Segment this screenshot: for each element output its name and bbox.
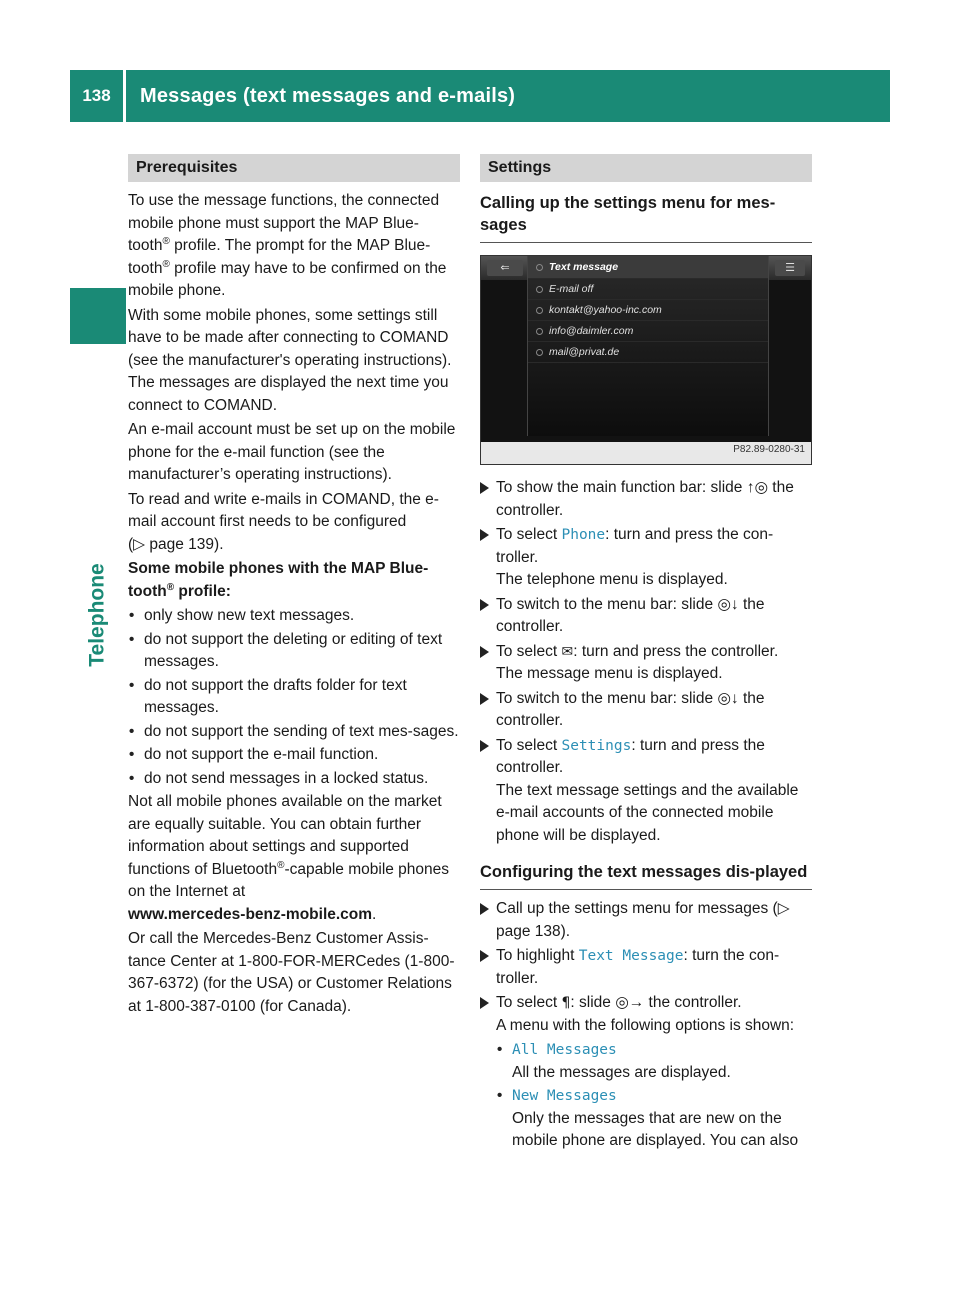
list-item: • only show new text messages. bbox=[128, 605, 460, 628]
step-text: To select bbox=[496, 526, 562, 543]
section-heading-text: Settings bbox=[488, 158, 552, 176]
step-arrow-icon bbox=[480, 529, 489, 541]
step bbox=[480, 992, 812, 1037]
paragraph-bold bbox=[128, 558, 460, 603]
list-item: • do not support the sending of text mes-sages. bbox=[128, 721, 460, 744]
subheading-configuring: Configuring the text messages dis-played bbox=[480, 861, 812, 890]
list-item bbox=[528, 300, 768, 321]
step bbox=[480, 898, 812, 943]
step-arrow-icon bbox=[480, 740, 489, 752]
bullet-list bbox=[128, 605, 460, 790]
list-item bbox=[528, 321, 768, 342]
side-tab-marker bbox=[70, 288, 126, 344]
step-arrow-icon bbox=[480, 693, 489, 705]
step-text: To switch to the menu bar: slide ◎↓ the controller. bbox=[496, 689, 765, 729]
option-desc: Only the messages that are new on the mobile phone are displayed. You can also bbox=[512, 1109, 799, 1149]
menu-item-code: Settings bbox=[561, 737, 632, 754]
step-result: The message menu is displayed. bbox=[496, 665, 723, 682]
list-item bbox=[528, 279, 768, 300]
registered-mark: ® bbox=[277, 859, 285, 871]
chapter-header bbox=[70, 70, 890, 122]
step bbox=[480, 641, 812, 686]
step-result: The text message settings and the available e-mail accounts of the connected mobile phone will be displayed. bbox=[496, 781, 799, 844]
menu-item-code: Text Message bbox=[578, 948, 684, 964]
menu-item-code: Phone bbox=[561, 527, 606, 543]
left-column bbox=[128, 154, 460, 1020]
text: profile may have to be confirmed on the mobile phone. bbox=[128, 259, 447, 299]
website-link[interactable]: www.mercedes-benz-mobile.com bbox=[128, 905, 373, 923]
comand-screenshot bbox=[480, 255, 812, 465]
step-result: The telephone menu is displayed. bbox=[496, 571, 728, 588]
step bbox=[480, 594, 812, 639]
section-heading-settings bbox=[480, 154, 812, 182]
paragraph: Or call the Mercedes-Benz Customer Assis-tance Center at 1-800-FOR-MERCedes (1-800-367-6372) (for the USA) or Customer Relations at 1-800-387-0100 (for Canada). bbox=[128, 930, 455, 1015]
paragraph bbox=[128, 489, 460, 557]
option-item bbox=[496, 1039, 812, 1084]
registered-mark: ® bbox=[162, 235, 170, 247]
paragraph bbox=[128, 190, 460, 303]
step-text: To select bbox=[496, 642, 562, 660]
right-column bbox=[480, 154, 812, 1154]
settings-list bbox=[527, 256, 769, 436]
step bbox=[480, 945, 812, 990]
checkbox-icon bbox=[536, 264, 543, 271]
envelope-icon: ✉ bbox=[561, 643, 574, 660]
side-tab-label bbox=[72, 545, 124, 685]
step-text: To select bbox=[496, 994, 562, 1011]
menu-icon: ☰ bbox=[775, 260, 805, 276]
step-text: : turn and press the con-troller. bbox=[496, 526, 774, 566]
paragraph: An e-mail account must be set up on the mobile phone for the e-mail function (see the manufacturer’s operating instructions). bbox=[128, 421, 456, 483]
options-list bbox=[480, 1039, 812, 1153]
step-text: To select bbox=[496, 736, 562, 754]
radio-icon bbox=[536, 349, 543, 356]
text: To use the message functions, the connected mobile phone must support the MAP Blue-tooth bbox=[128, 192, 440, 254]
step-arrow-icon bbox=[480, 482, 489, 494]
step-text: : slide ◎→ the controller. bbox=[570, 994, 742, 1011]
list-title bbox=[528, 256, 768, 279]
section-heading-text: Prerequisites bbox=[136, 158, 238, 176]
option-desc: All the messages are displayed. bbox=[512, 1063, 731, 1081]
steps-list bbox=[480, 477, 812, 847]
text: Not all mobile phones available on the market are equally suitable. You can obtain further information about settings and supported functions of Bluetooth bbox=[128, 793, 442, 878]
step bbox=[480, 688, 812, 733]
list-item-text: info@daimler.com bbox=[549, 325, 634, 337]
step bbox=[480, 524, 812, 592]
step-arrow-icon bbox=[480, 950, 489, 962]
option-code: All Messages bbox=[512, 1042, 617, 1058]
section-heading-prerequisites bbox=[128, 154, 460, 182]
steps-list bbox=[480, 898, 812, 1037]
registered-mark: ® bbox=[162, 258, 170, 270]
list-item bbox=[528, 342, 768, 363]
step-text: Call up the settings menu for messages (▷ page 138). bbox=[496, 900, 790, 940]
step-arrow-icon bbox=[480, 646, 489, 658]
step-text: To highlight bbox=[496, 947, 579, 964]
text: Some mobile phones with the MAP Blue-tooth bbox=[128, 560, 429, 600]
option-item bbox=[496, 1085, 812, 1153]
step-arrow-icon bbox=[480, 903, 489, 915]
back-arrow-icon: ⇐ bbox=[487, 260, 523, 276]
text: . bbox=[372, 905, 377, 923]
text: To read and write e-mails in COMAND, the e-mail account first needs to be configured bbox=[128, 490, 439, 530]
list-item-text: mail@privat.de bbox=[549, 346, 620, 358]
option-code: New Messages bbox=[512, 1088, 617, 1104]
step-text: : turn and press the controller. bbox=[573, 642, 779, 660]
subheading-calling-up-settings: Calling up the settings menu for mes-sages bbox=[480, 192, 812, 243]
list-item: • do not support the deleting or editing of text messages. bbox=[128, 629, 460, 674]
list-item-text: kontakt@yahoo-inc.com bbox=[549, 304, 662, 316]
text: -capable mobile phones on the Internet at bbox=[128, 860, 450, 900]
step-result: A menu with the following options is shown: bbox=[496, 1016, 795, 1034]
image-code: P82.89-0280-31 bbox=[733, 443, 805, 455]
step-text: To switch to the menu bar: slide ◎↓ the controller. bbox=[496, 595, 765, 635]
registered-mark: ® bbox=[166, 581, 175, 593]
text: profile: bbox=[174, 582, 231, 600]
step-arrow-icon bbox=[480, 599, 489, 611]
list-item: • do not support the drafts folder for text messages. bbox=[128, 675, 460, 720]
list-item-text: E-mail off bbox=[549, 283, 594, 295]
paragraph: With some mobile phones, some settings still have to be made after connecting to COMAND (see the manufacturer's operating instructions). The messages are displayed the next time you connect to COMAND. bbox=[128, 306, 452, 414]
step-text: : turn and press the controller. bbox=[496, 736, 765, 776]
options-icon: ¶ bbox=[561, 995, 571, 1011]
radio-icon bbox=[536, 286, 543, 293]
page-number: 138 bbox=[70, 70, 126, 122]
page-reference[interactable]: (▷ page 139). bbox=[128, 535, 224, 553]
text: profile. The prompt for the MAP Blue-tooth bbox=[128, 237, 431, 277]
step-text: : turn the con-troller. bbox=[496, 947, 780, 987]
chapter-title: Messages (text messages and e-mails) bbox=[140, 84, 516, 107]
list-title-text: Text message bbox=[549, 261, 619, 273]
paragraph bbox=[128, 791, 460, 926]
screenshot-caption-bar bbox=[481, 442, 811, 464]
side-tab-text: Telephone bbox=[86, 563, 110, 667]
radio-icon bbox=[536, 328, 543, 335]
radio-icon bbox=[536, 307, 543, 314]
list-item: • do not support the e-mail function. bbox=[128, 744, 460, 767]
step-arrow-icon bbox=[480, 997, 489, 1009]
step-text: To show the main function bar: slide ↑◎ the controller. bbox=[496, 479, 794, 519]
list-item: • do not send messages in a locked status. bbox=[128, 768, 460, 791]
step bbox=[480, 477, 812, 522]
step bbox=[480, 735, 812, 848]
